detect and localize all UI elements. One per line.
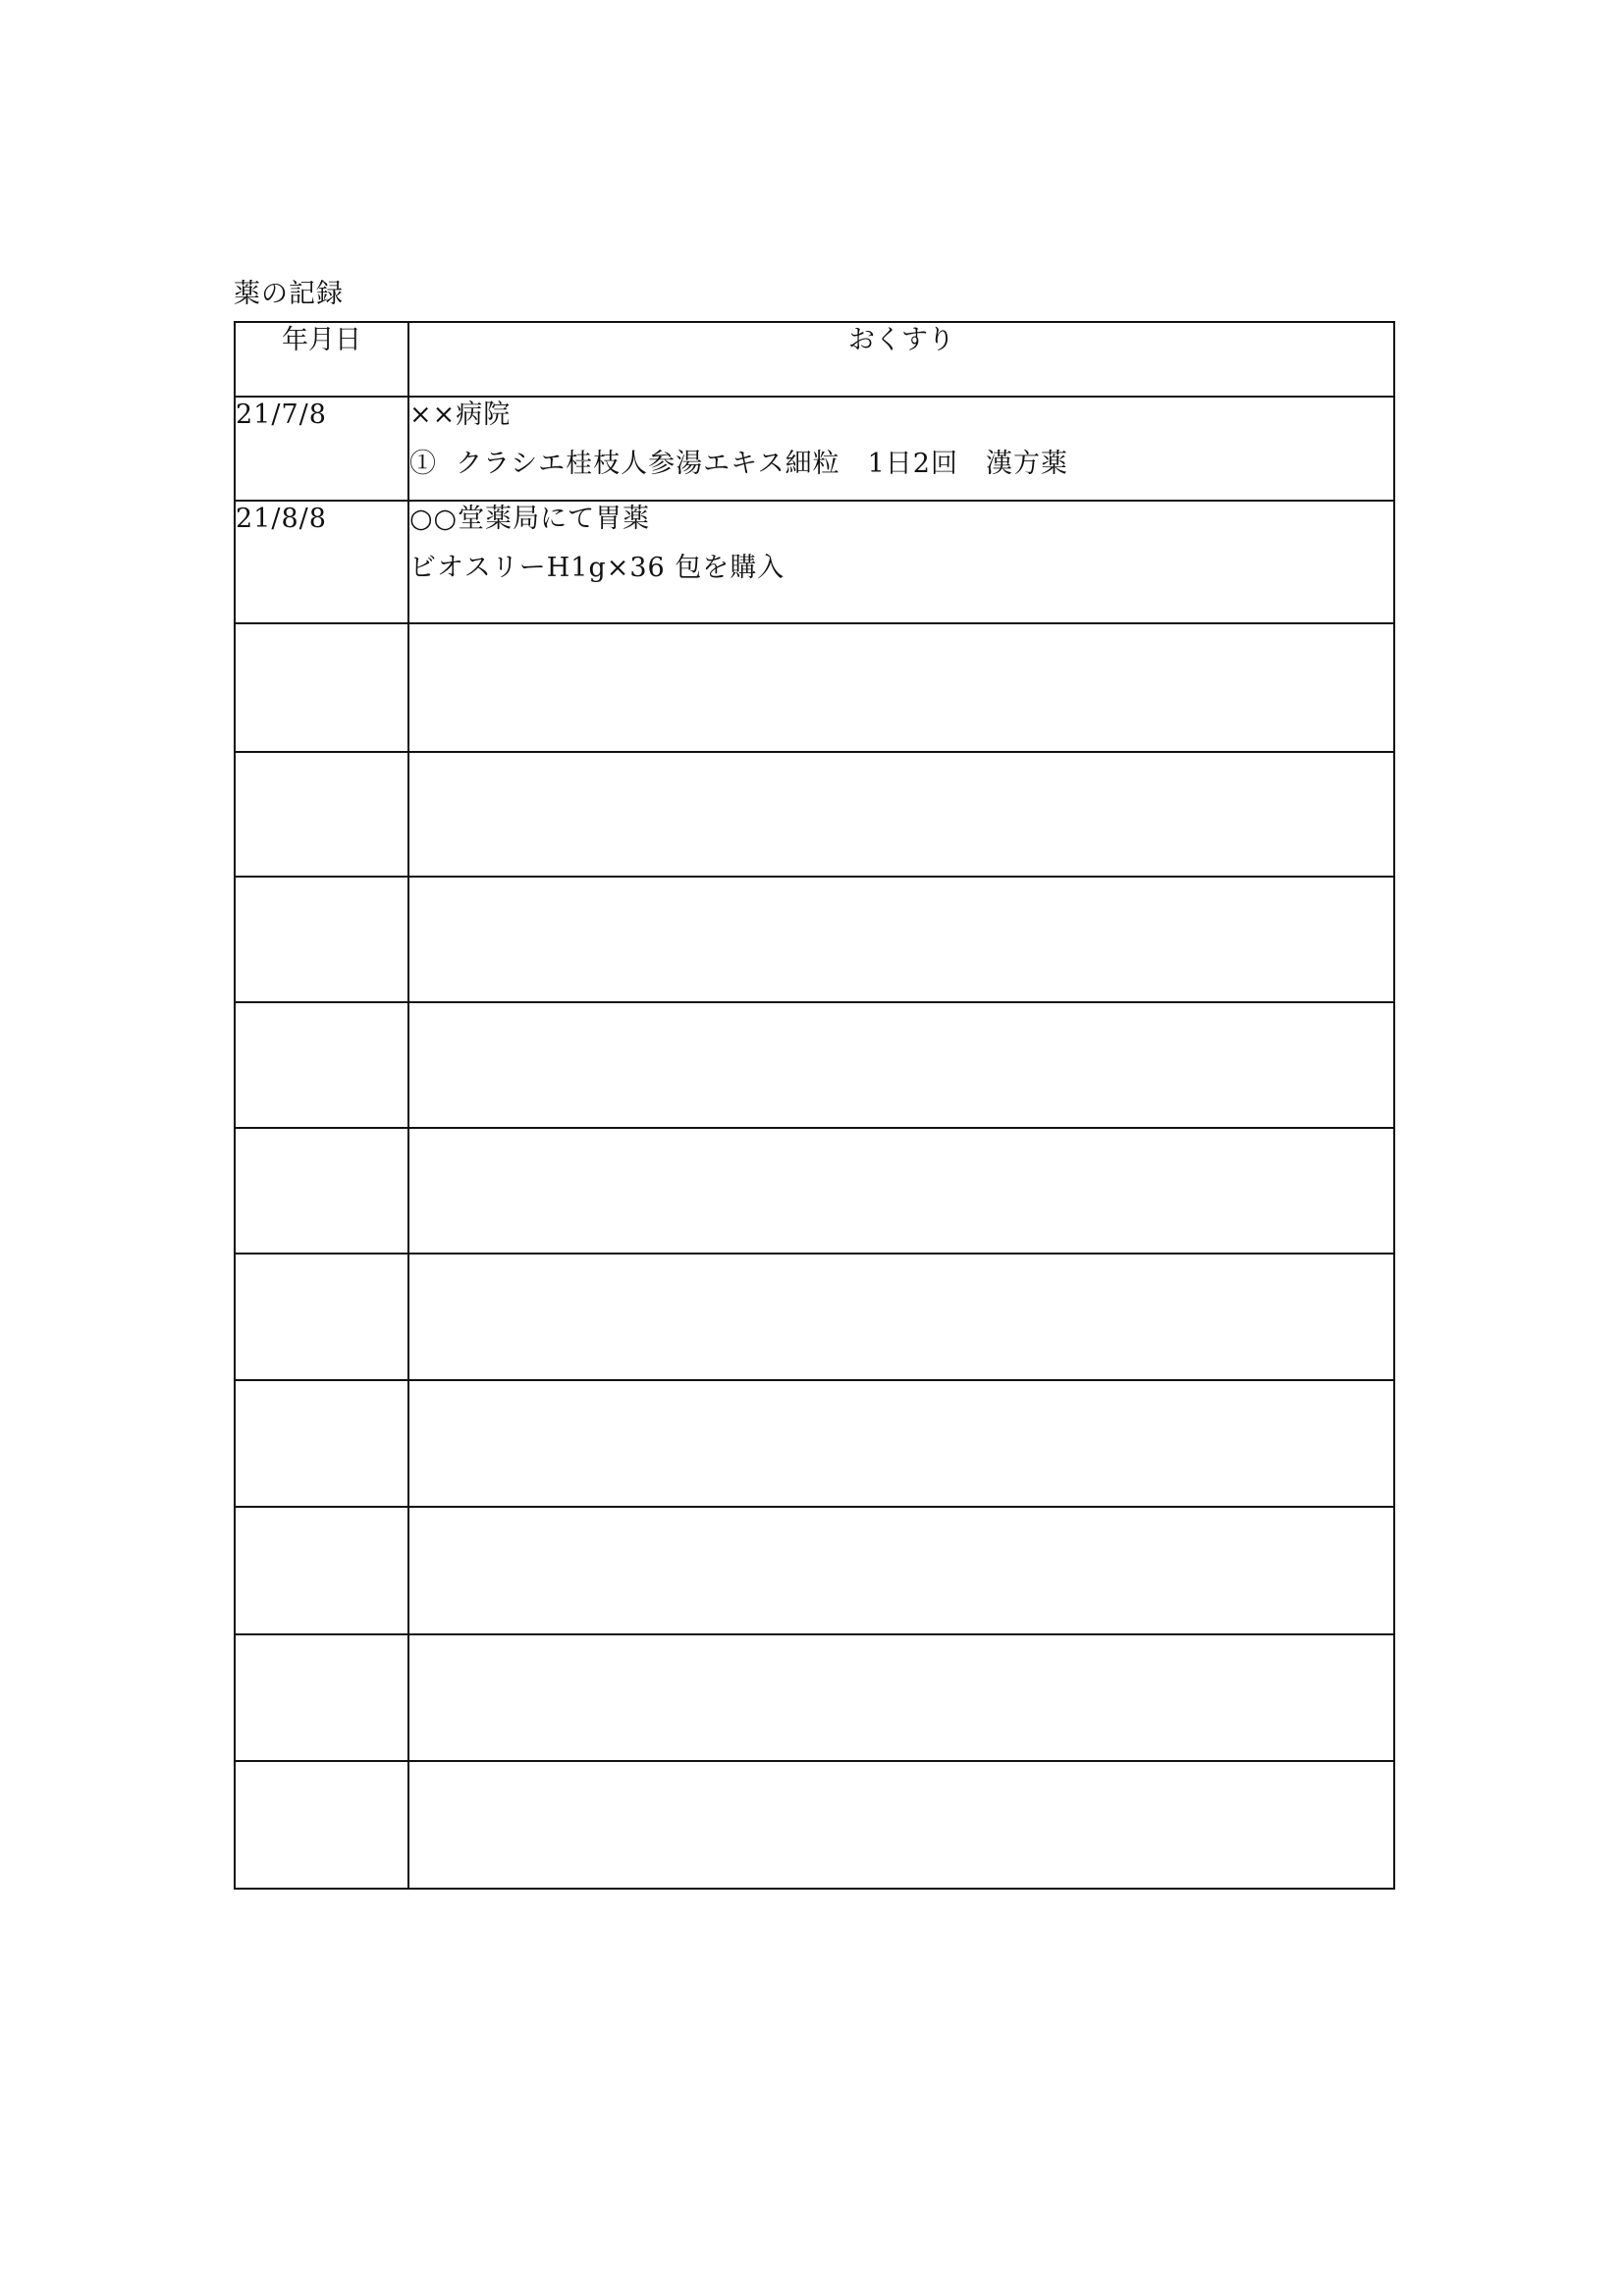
medicine-cell[interactable] xyxy=(408,1634,1394,1761)
date-cell[interactable]: 21/7/8 xyxy=(235,397,408,501)
table-row xyxy=(235,1761,1394,1889)
medicine-cell[interactable] xyxy=(408,1254,1394,1380)
medicine-cell[interactable] xyxy=(408,1002,1394,1128)
date-cell[interactable] xyxy=(235,877,408,1002)
table-row xyxy=(235,1002,1394,1128)
medicine-line: ○○堂薬局にて胃薬 xyxy=(409,504,651,534)
date-cell[interactable] xyxy=(235,1002,408,1128)
table-row xyxy=(235,397,1394,501)
medicine-cell[interactable] xyxy=(408,752,1394,877)
table-row xyxy=(235,752,1394,877)
table-header-row xyxy=(235,322,1394,397)
table-row xyxy=(235,877,1394,1002)
date-cell[interactable] xyxy=(235,1380,408,1507)
medicine-line: ××病院 xyxy=(409,400,512,430)
medicine-cell[interactable] xyxy=(408,1380,1394,1507)
medicine-cell[interactable] xyxy=(408,501,1394,623)
header-date: 年月日 xyxy=(235,322,408,397)
table-row xyxy=(235,1254,1394,1380)
table-row xyxy=(235,623,1394,752)
date-cell[interactable] xyxy=(235,1761,408,1889)
table-row xyxy=(235,1507,1394,1634)
medicine-cell[interactable] xyxy=(408,1507,1394,1634)
table-row xyxy=(235,1128,1394,1254)
table-row xyxy=(235,1380,1394,1507)
medicine-cell[interactable] xyxy=(408,623,1394,752)
date-cell[interactable]: 21/8/8 xyxy=(235,501,408,623)
medicine-line: ビオスリーH1g×36 包を購入 xyxy=(409,553,785,583)
date-cell[interactable] xyxy=(235,623,408,752)
medicine-cell[interactable] xyxy=(408,1128,1394,1254)
date-cell[interactable] xyxy=(235,1254,408,1380)
date-cell[interactable] xyxy=(235,1507,408,1634)
medicine-cell[interactable] xyxy=(408,1761,1394,1889)
medicine-cell[interactable] xyxy=(408,877,1394,1002)
medicine-cell[interactable] xyxy=(408,397,1394,501)
date-cell[interactable] xyxy=(235,752,408,877)
table-row xyxy=(235,1634,1394,1761)
medicine-record-table xyxy=(234,321,1395,1890)
table-row xyxy=(235,501,1394,623)
date-cell[interactable] xyxy=(235,1128,408,1254)
header-medicine: おくすり xyxy=(408,322,1394,397)
date-cell[interactable] xyxy=(235,1634,408,1761)
medicine-line: ① クラシエ桂枝人参湯エキス細粒 1日2回 漢方薬 xyxy=(409,449,1068,479)
document-title: 薬の記録 xyxy=(234,279,344,309)
